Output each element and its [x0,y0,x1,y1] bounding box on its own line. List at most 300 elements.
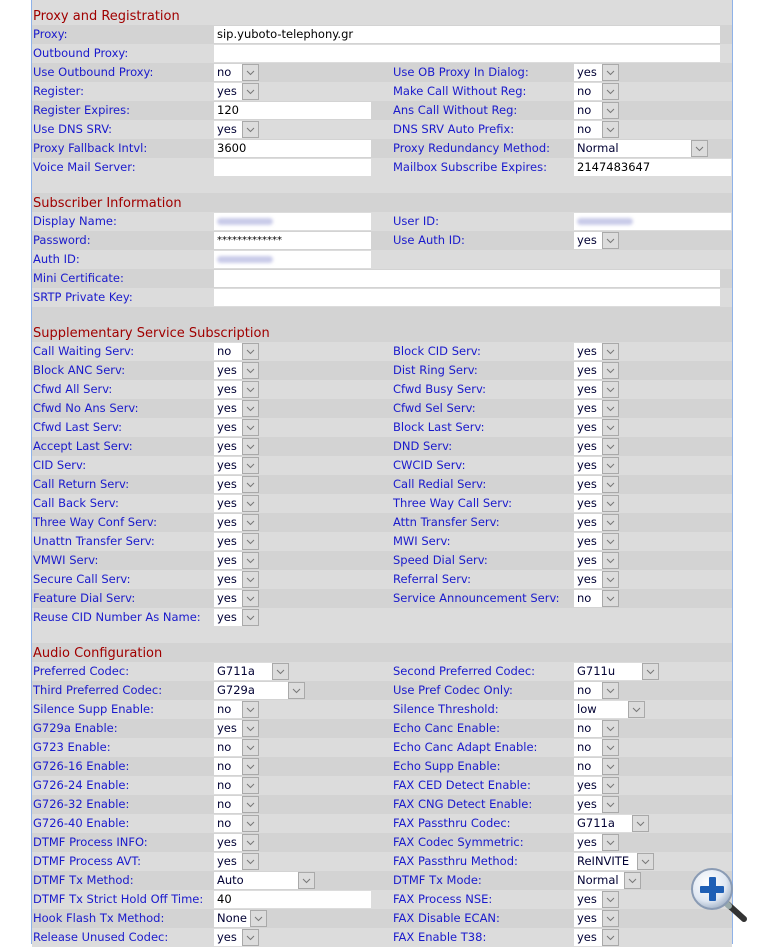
echo-canc-enable-label: Echo Canc Enable: [393,721,500,735]
unattn-transfer-serv-select[interactable] [214,533,259,550]
cfwd-all-serv-label: Cfwd All Serv: [33,382,113,396]
section-title-subscriber: Subscriber Information [33,196,182,211]
call-return-serv-select[interactable] [214,476,259,493]
select-value: yes [574,476,602,493]
chevron-down-icon[interactable] [602,495,619,512]
chevron-down-icon[interactable] [242,720,259,737]
chevron-down-icon[interactable] [602,739,619,756]
second-preferred-codec-select[interactable] [574,663,659,680]
three-way-call-serv-select[interactable] [574,495,619,512]
call-waiting-serv-label: Call Waiting Serv: [33,344,135,358]
user-id-input[interactable] [574,213,731,230]
referral-serv-select[interactable] [574,571,619,588]
display-name-input[interactable] [214,213,371,230]
row-register [32,82,732,101]
row-g723-enable [32,738,732,757]
row-display-name [32,212,732,231]
chevron-down-icon[interactable] [602,83,619,100]
select-value: yes [214,121,242,138]
g726-16-enable-label: G726-16 Enable: [33,759,130,773]
select-value: yes [214,514,242,531]
attn-transfer-serv-select[interactable] [574,514,619,531]
chevron-down-icon[interactable] [602,910,619,927]
third-preferred-codec-select[interactable] [214,682,305,699]
echo-canc-adapt-enable-label: Echo Canc Adapt Enable: [393,740,538,754]
chevron-down-icon[interactable] [242,815,259,832]
chevron-down-icon[interactable] [242,362,259,379]
mini-certificate-input[interactable] [214,270,720,287]
dns-srv-auto-prefix-label: DNS SRV Auto Prefix: [393,122,515,136]
select-value: no [214,701,242,718]
proxy-fallback-input[interactable]: 3600 [214,140,371,157]
redacted-value [217,218,273,225]
use-outbound-proxy-label: Use Outbound Proxy: [33,65,154,79]
cfwd-sel-serv-label: Cfwd Sel Serv: [393,401,476,415]
select-value: yes [214,571,242,588]
chevron-down-icon[interactable] [242,514,259,531]
call-redial-serv-select[interactable] [574,476,619,493]
use-outbound-proxy-select[interactable] [214,64,259,81]
select-value: yes [214,609,242,626]
accept-last-serv-label: Accept Last Serv: [33,439,133,453]
zoom-in-magnifier-icon[interactable] [689,866,749,926]
call-back-serv-select[interactable] [214,495,259,512]
chevron-down-icon[interactable] [242,701,259,718]
select-value: yes [574,457,602,474]
select-value: yes [574,891,602,908]
cwcid-serv-label: CWCID Serv: [393,458,466,472]
select-value: Normal [574,872,624,889]
voice-mail-server-input[interactable] [214,159,371,176]
reuse-cid-number-as-name-select[interactable] [214,609,259,626]
select-value: yes [214,590,242,607]
chevron-down-icon[interactable] [602,102,619,119]
chevron-down-icon[interactable] [602,121,619,138]
dtmf-process-avt-label: DTMF Process AVT: [33,854,141,868]
g726-24-enable-select[interactable] [214,777,259,794]
select-value: yes [574,419,602,436]
chevron-down-icon[interactable] [242,343,259,360]
dtmf-tx-strict-hold-off-time-label: DTMF Tx Strict Hold Off Time: [33,892,204,906]
row-dtmf-process-avt [32,852,732,871]
dtmf-tx-method-label: DTMF Tx Method: [33,873,134,887]
row-release-unused-codec [32,928,732,947]
chevron-down-icon[interactable] [242,777,259,794]
secure-call-serv-label: Secure Call Serv: [33,572,131,586]
dist-ring-serv-select[interactable] [574,362,619,379]
chevron-down-icon[interactable] [242,929,259,946]
silence-threshold-select[interactable] [574,701,645,718]
use-dns-srv-select[interactable] [214,121,259,138]
chevron-down-icon[interactable] [602,514,619,531]
chevron-down-icon[interactable] [632,815,649,832]
block-last-serv-label: Block Last Serv: [393,420,485,434]
outbound-proxy-input[interactable] [214,45,720,62]
cwcid-serv-select[interactable] [574,457,619,474]
select-value: no [574,720,602,737]
srtp-key-input[interactable] [214,289,720,306]
auth-id-input[interactable] [214,251,371,268]
chevron-down-icon[interactable] [242,739,259,756]
second-preferred-codec-label: Second Preferred Codec: [393,664,536,678]
row-vmwi-serv [32,551,732,570]
select-value: no [214,815,242,832]
mwi-serv-label: MWI Serv: [393,534,451,548]
select-value: yes [574,796,602,813]
select-value: no [574,682,602,699]
chevron-down-icon[interactable] [242,609,259,626]
chevron-down-icon[interactable] [242,381,259,398]
select-value: ReINVITE [574,853,637,870]
chevron-down-icon[interactable] [602,400,619,417]
fax-disable-ecan-label: FAX Disable ECAN: [393,911,500,925]
cid-serv-label: CID Serv: [33,458,87,472]
select-value: yes [574,64,602,81]
silence-supp-enable-label: Silence Supp Enable: [33,702,154,716]
dtmf-tx-strict-hold-off-time-input[interactable]: 40 [214,891,371,908]
select-value: yes [214,381,242,398]
g726-24-enable-label: G726-24 Enable: [33,778,130,792]
fax-disable-ecan-select[interactable] [574,910,619,927]
chevron-down-icon[interactable] [242,552,259,569]
proxy-input[interactable]: sip.yuboto-telephony.gr [214,26,720,43]
fax-passthru-codec-select[interactable] [574,815,649,832]
g726-40-enable-select[interactable] [214,815,259,832]
spacer-row [32,627,732,643]
row-use-dns-srv [32,120,732,139]
select-value: no [214,64,242,81]
chevron-down-icon[interactable] [602,796,619,813]
select-value: yes [574,362,602,379]
row-g726-24-enable [32,776,732,795]
fax-process-nse-select[interactable] [574,891,619,908]
chevron-down-icon[interactable] [242,495,259,512]
fax-passthru-method-select[interactable] [574,853,654,870]
row-third-preferred-codec [32,681,732,700]
secure-call-serv-select[interactable] [214,571,259,588]
release-unused-codec-label: Release Unused Codec: [33,930,169,944]
cfwd-no-ans-serv-select[interactable] [214,400,259,417]
chevron-down-icon[interactable] [602,929,619,946]
select-value: yes [214,834,242,851]
block-anc-serv-label: Block ANC Serv: [33,363,126,377]
auth-id-label: Auth ID: [33,252,80,266]
block-cid-serv-select[interactable] [574,343,619,360]
fax-ced-detect-enable-select[interactable] [574,777,619,794]
chevron-down-icon[interactable] [242,438,259,455]
row-outbound-proxy [32,44,732,63]
make-call-without-reg-select[interactable] [574,83,619,100]
select-value: yes [214,438,242,455]
use-auth-id-select[interactable] [574,232,619,249]
row-dtmf-process-info [32,833,732,852]
proxy-redundancy-select[interactable] [574,140,708,157]
g726-16-enable-select[interactable] [214,758,259,775]
chevron-down-icon[interactable] [624,872,641,889]
call-back-serv-label: Call Back Serv: [33,496,119,510]
select-value: yes [574,910,602,927]
speed-dial-serv-label: Speed Dial Serv: [393,553,488,567]
cfwd-busy-serv-select[interactable] [574,381,619,398]
row-unattn-transfer-serv [32,532,732,551]
register-select[interactable] [214,83,259,100]
dtmf-process-info-select[interactable] [214,834,259,851]
vmwi-serv-label: VMWI Serv: [33,553,99,567]
row-auth-id [32,250,732,269]
voice-mail-server-label: Voice Mail Server: [33,160,136,174]
release-unused-codec-select[interactable] [214,929,259,946]
block-anc-serv-select[interactable] [214,362,259,379]
proxy-fallback-label: Proxy Fallback Intvl: [33,141,148,155]
row-g726-16-enable [32,757,732,776]
chevron-down-icon[interactable] [242,121,259,138]
chevron-down-icon[interactable] [242,533,259,550]
mini-certificate-label: Mini Certificate: [33,271,124,285]
chevron-down-icon[interactable] [242,64,259,81]
row-call-waiting-serv [32,342,732,361]
chevron-down-icon[interactable] [602,381,619,398]
chevron-down-icon[interactable] [242,476,259,493]
fax-enable-t38-select[interactable] [574,929,619,946]
row-silence-supp-enable [32,700,732,719]
row-proxy [32,25,732,44]
select-value: yes [214,853,242,870]
select-value: yes [574,438,602,455]
feature-dial-serv-label: Feature Dial Serv: [33,591,136,605]
speed-dial-serv-select[interactable] [574,552,619,569]
section-title-supplementary: Supplementary Service Subscription [33,326,270,341]
chevron-down-icon[interactable] [242,796,259,813]
cfwd-sel-serv-select[interactable] [574,400,619,417]
chevron-down-icon[interactable] [602,758,619,775]
dtmf-tx-method-select[interactable] [214,872,315,889]
row-call-back-serv [32,494,732,513]
section-title-proxy-registration: Proxy and Registration [33,9,180,24]
select-value: yes [214,495,242,512]
chevron-down-icon[interactable] [242,400,259,417]
chevron-down-icon[interactable] [242,853,259,870]
chevron-down-icon[interactable] [602,438,619,455]
service-announcement-serv-select[interactable] [574,590,619,607]
select-value: G711a [574,815,632,832]
row-dtmf-tx-method [32,871,732,890]
chevron-down-icon[interactable] [637,853,654,870]
block-cid-serv-label: Block CID Serv: [393,344,481,358]
silence-threshold-label: Silence Threshold: [393,702,499,716]
select-value: Auto [214,872,298,889]
row-call-return-serv [32,475,732,494]
chevron-down-icon[interactable] [242,571,259,588]
chevron-down-icon[interactable] [242,83,259,100]
dtmf-tx-mode-label: DTMF Tx Mode: [393,873,482,887]
fax-codec-symmetric-select[interactable] [574,834,619,851]
srtp-key-label: SRTP Private Key: [33,290,133,304]
accept-last-serv-select[interactable] [214,438,259,455]
chevron-down-icon[interactable] [602,476,619,493]
chevron-down-icon[interactable] [602,682,619,699]
row-use-outbound-proxy [32,63,732,82]
g723-enable-label: G723 Enable: [33,740,111,754]
row-three-way-conf-serv [32,513,732,532]
chevron-down-icon[interactable] [602,533,619,550]
chevron-down-icon[interactable] [642,663,659,680]
chevron-down-icon[interactable] [691,140,708,157]
user-id-label: User ID: [393,214,439,228]
register-label: Register: [33,84,85,98]
chevron-down-icon[interactable] [602,343,619,360]
feature-dial-serv-select[interactable] [214,590,259,607]
row-hook-flash-tx-method [32,909,732,928]
row-cid-serv [32,456,732,475]
hook-flash-tx-method-select[interactable] [214,910,267,927]
chevron-down-icon[interactable] [602,590,619,607]
fax-cng-detect-enable-select[interactable] [574,796,619,813]
make-call-without-reg-label: Make Call Without Reg: [393,84,527,98]
fax-ced-detect-enable-label: FAX CED Detect Enable: [393,778,531,792]
chevron-down-icon[interactable] [602,891,619,908]
chevron-down-icon[interactable] [602,552,619,569]
reuse-cid-number-as-name-label: Reuse CID Number As Name: [33,610,201,624]
select-value: no [214,777,242,794]
vmwi-serv-select[interactable] [214,552,259,569]
chevron-down-icon[interactable] [602,571,619,588]
select-value: yes [214,362,242,379]
redacted-value [577,218,633,225]
select-value: yes [574,400,602,417]
use-pref-codec-only-select[interactable] [574,682,619,699]
echo-canc-enable-select[interactable] [574,720,619,737]
select-value: no [214,796,242,813]
block-last-serv-select[interactable] [574,419,619,436]
three-way-conf-serv-select[interactable] [214,514,259,531]
use-pref-codec-only-label: Use Pref Codec Only: [393,683,513,697]
select-value: yes [574,552,602,569]
echo-canc-adapt-enable-select[interactable] [574,739,619,756]
chevron-down-icon[interactable] [602,777,619,794]
silence-supp-enable-select[interactable] [214,701,259,718]
g726-32-enable-select[interactable] [214,796,259,813]
cfwd-all-serv-select[interactable] [214,381,259,398]
chevron-down-icon[interactable] [602,457,619,474]
mailbox-subscribe-input[interactable]: 2147483647 [574,159,731,176]
g729a-enable-select[interactable] [214,720,259,737]
ans-call-without-reg-label: Ans Call Without Reg: [393,103,518,117]
row-register-expires [32,101,732,120]
select-value: G711a [214,663,272,680]
chevron-down-icon[interactable] [242,590,259,607]
dtmf-process-avt-select[interactable] [214,853,259,870]
g723-enable-select[interactable] [214,739,259,756]
row-g726-32-enable [32,795,732,814]
row-mini-certificate [32,269,732,288]
select-value: G729a [214,682,288,699]
three-way-call-serv-label: Three Way Call Serv: [393,496,513,510]
row-g726-40-enable [32,814,732,833]
select-value: yes [574,381,602,398]
select-value: yes [214,720,242,737]
row-dtmf-tx-strict-hold-off-time [32,890,732,909]
third-preferred-codec-label: Third Preferred Codec: [33,683,163,697]
select-value: yes [574,495,602,512]
mwi-serv-select[interactable] [574,533,619,550]
spacer-row [32,307,732,323]
preferred-codec-label: Preferred Codec: [33,664,130,678]
chevron-down-icon[interactable] [242,457,259,474]
select-value: yes [214,419,242,436]
chevron-down-icon[interactable] [298,872,315,889]
call-return-serv-label: Call Return Serv: [33,477,130,491]
dtmf-process-info-label: DTMF Process INFO: [33,835,148,849]
chevron-down-icon[interactable] [250,910,267,927]
cfwd-busy-serv-label: Cfwd Busy Serv: [393,382,487,396]
chevron-down-icon[interactable] [242,758,259,775]
select-value: yes [574,533,602,550]
chevron-down-icon[interactable] [602,419,619,436]
select-value: no [214,758,242,775]
chevron-down-icon[interactable] [242,419,259,436]
service-announcement-serv-label: Service Announcement Serv: [393,591,560,605]
row-accept-last-serv [32,437,732,456]
chevron-down-icon[interactable] [272,663,289,680]
row-preferred-codec [32,662,732,681]
row-cfwd-all-serv [32,380,732,399]
chevron-down-icon[interactable] [628,701,645,718]
three-way-conf-serv-label: Three Way Conf Serv: [33,515,157,529]
use-ob-proxy-dialog-select[interactable] [574,64,619,81]
row-secure-call-serv [32,570,732,589]
cfwd-last-serv-label: Cfwd Last Serv: [33,420,123,434]
select-value: yes [574,514,602,531]
row-cfwd-last-serv [32,418,732,437]
chevron-down-icon[interactable] [602,232,619,249]
section-title-audio: Audio Configuration [33,646,163,661]
dtmf-tx-mode-select[interactable] [574,872,641,889]
referral-serv-label: Referral Serv: [393,572,471,586]
dist-ring-serv-label: Dist Ring Serv: [393,363,478,377]
register-expires-input[interactable]: 120 [214,102,371,119]
echo-supp-enable-select[interactable] [574,758,619,775]
select-value: yes [214,929,242,946]
chevron-down-icon[interactable] [602,64,619,81]
dns-srv-auto-prefix-select[interactable] [574,121,619,138]
chevron-down-icon[interactable] [242,834,259,851]
select-value: yes [214,400,242,417]
attn-transfer-serv-label: Attn Transfer Serv: [393,515,500,529]
preferred-codec-select[interactable] [214,663,289,680]
ans-call-without-reg-select[interactable] [574,102,619,119]
select-value: yes [574,343,602,360]
unattn-transfer-serv-label: Unattn Transfer Serv: [33,534,155,548]
fax-codec-symmetric-label: FAX Codec Symmetric: [393,835,524,849]
row-reuse-cid-number-as-name [32,608,732,627]
g729a-enable-label: G729a Enable: [33,721,118,735]
call-waiting-serv-select[interactable] [214,343,259,360]
chevron-down-icon[interactable] [602,362,619,379]
select-value: yes [574,571,602,588]
password-label: Password: [33,233,91,247]
fax-enable-t38-label: FAX Enable T38: [393,930,487,944]
password-input[interactable]: ************* [214,232,371,249]
row-srtp-key [32,288,732,307]
select-value: None [214,910,250,927]
dnd-serv-select[interactable] [574,438,619,455]
cid-serv-select[interactable] [214,457,259,474]
chevron-down-icon[interactable] [602,720,619,737]
g726-40-enable-label: G726-40 Enable: [33,816,130,830]
chevron-down-icon[interactable] [602,834,619,851]
cfwd-last-serv-select[interactable] [214,419,259,436]
chevron-down-icon[interactable] [288,682,305,699]
